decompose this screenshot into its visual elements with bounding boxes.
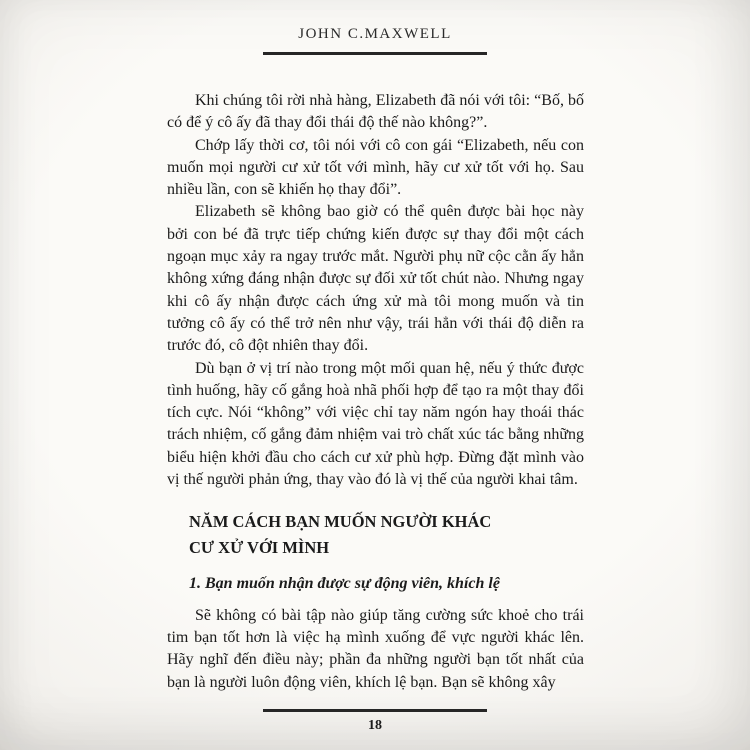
- footer-rule: [263, 709, 487, 712]
- section-heading-line1: NĂM CÁCH BẠN MUỐN NGƯỜI KHÁC: [189, 512, 492, 532]
- paragraph: Elizabeth sẽ không bao giờ có thể quên được bài học này bởi con bé đã trực tiếp chứng kiến được sự thay đổi một cách ngoạn mục xảy ra ngay trước mắt. Người phụ nữ cộc cằn ấy hẳn không xứng đáng nhận được sự đối xử tốt chút nào. Nhưng ngay khi cô ấy nhận được cách ứng xử mà tôi mong muốn và tin tưởng cô ấy có thể trở nên như vậy, trái hẳn với thái độ diễn ra trước đó, cô đột nhiên thay đổi.: [167, 203, 584, 355]
- section-heading: [189, 509, 584, 561]
- paragraph: Dù bạn ở vị trí nào trong một mối quan hệ, nếu ý thức được tình huống, hãy cố gắng hoà nhã phối hợp để tạo ra một thay đổi tích cực. Nói “không” với việc chỉ tay năm ngón hay thoái thác trách nhiệm, cố gắng đảm nhiệm vai trò chất xúc tác bằng những biểu hiện khởi đầu cho cách cư xử phù hợp. Đừng đặt mình vào vị thế người phản ứng, thay vào đó là vị thế của người khai tâm.: [167, 359, 584, 489]
- page-footer: [0, 709, 750, 734]
- paragraph: Khi chúng tôi rời nhà hàng, Elizabeth đã nói với tôi: “Bố, bố có để ý cô ấy đã thay đổi thái độ thế nào không?”.: [167, 92, 584, 132]
- section-heading-line2: CƯ XỬ VỚI MÌNH: [189, 538, 330, 558]
- subsection-heading: 1. Bạn muốn nhận được sự động viên, khích lệ: [189, 575, 500, 593]
- page-body: [167, 90, 584, 694]
- header-rule: [263, 52, 487, 55]
- paragraph: Chớp lấy thời cơ, tôi nói với cô con gái “Elizabeth, nếu con muốn mọi người cư xử tốt với mình, hãy cư xử tốt với họ. Sau nhiều lần, con sẽ khiến họ thay đổi”.: [167, 136, 584, 199]
- author-name: JOHN C.MAXWELL: [298, 26, 452, 42]
- running-header: [0, 26, 750, 55]
- paragraph: Sẽ không có bài tập nào giúp tăng cường sức khoẻ cho trái tim bạn tốt hơn là việc hạ mình xuống để vực người khác lên. Hãy nghĩ đến điều này; phần đa những người bạn tốt nhất của bạn là người luôn động viên, khích lệ bạn. Bạn sẽ không xây: [167, 606, 584, 691]
- page-number: 18: [368, 718, 382, 733]
